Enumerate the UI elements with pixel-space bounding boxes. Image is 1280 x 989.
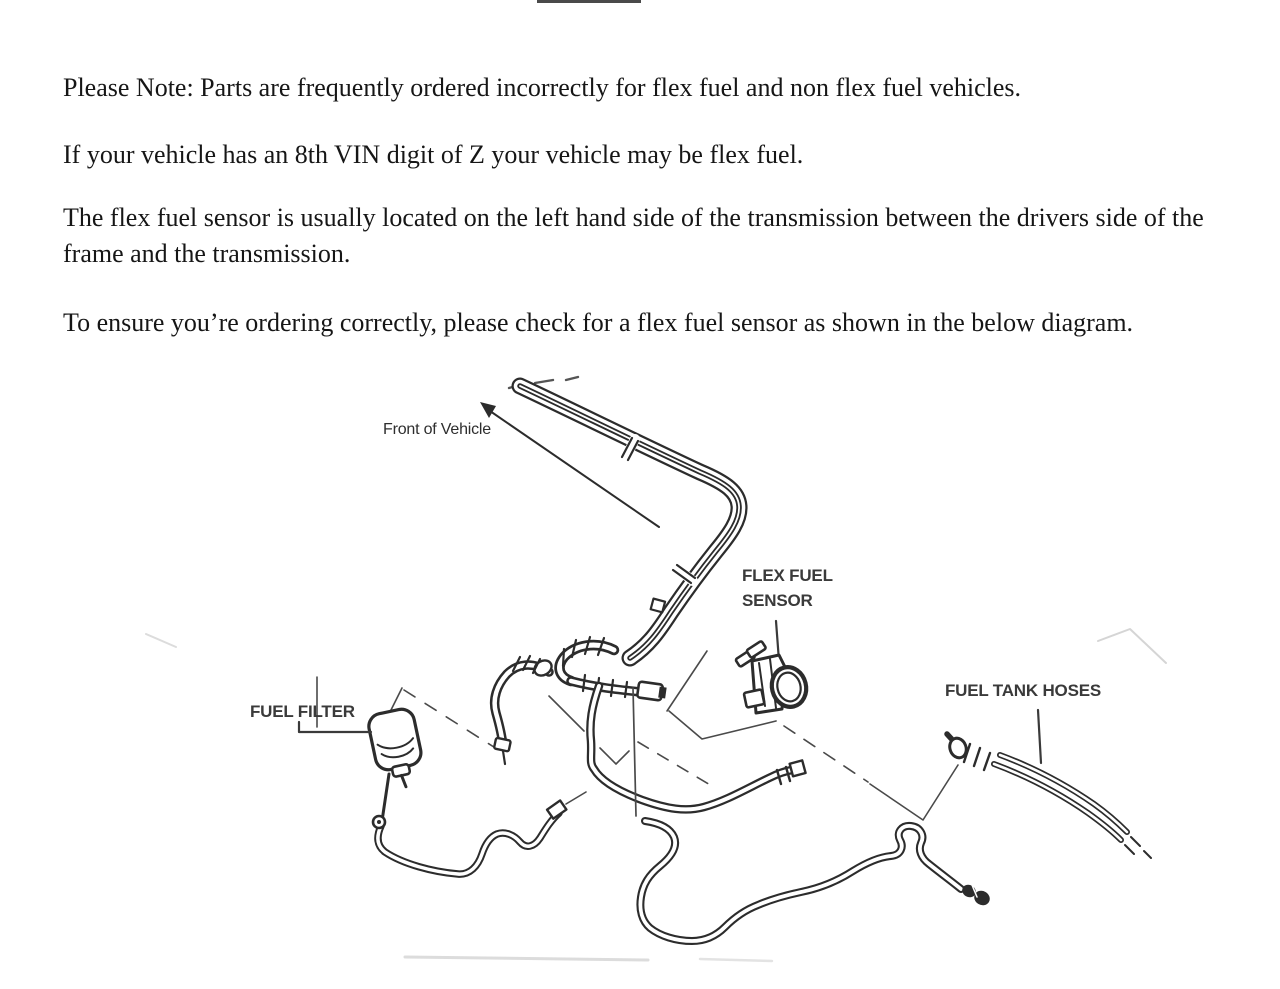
bottom-right-fuel-pipe xyxy=(640,821,992,941)
fuel-line-bundle xyxy=(509,377,739,658)
arrowhead-icon xyxy=(480,402,496,418)
fuel-tank-hoses-leader-line xyxy=(1038,710,1041,763)
fuel-filter-label: FUEL FILTER xyxy=(250,702,355,721)
return-hose xyxy=(494,656,554,764)
reference-lines xyxy=(391,651,958,820)
fuel-tank-hoses-part xyxy=(947,710,1151,858)
notice-paragraph-1: Please Note: Parts are frequently ordered incorrectly for flex fuel and non flex fuel vehicles. xyxy=(63,73,1022,102)
flex-fuel-sensor-part xyxy=(735,621,810,713)
notice-paragraph-2: If your vehicle has an 8th VIN digit of Z your vehicle may be flex fuel. xyxy=(63,140,804,169)
bundle-separator-2 xyxy=(673,565,695,583)
flex-fuel-sensor-label: FLEX FUEL SENSOR xyxy=(742,566,833,610)
bundle-bracket-tab xyxy=(651,599,665,613)
notice-paragraph-4: To ensure you’re ordering correctly, please check for a flex fuel sensor as shown in the below diagram. xyxy=(63,308,1134,337)
fuel-tank-hoses-label: FUEL TANK HOSES xyxy=(945,681,1101,700)
front-of-vehicle-label: Front of Vehicle xyxy=(383,421,491,438)
front-of-vehicle-arrow xyxy=(480,402,659,527)
notice-paragraph-3: The flex fuel sensor is usually located on the left hand side of the transmission between the drivers side of the frame and the transmission. xyxy=(63,203,1204,268)
bottom-left-fuel-pipe xyxy=(373,800,566,874)
